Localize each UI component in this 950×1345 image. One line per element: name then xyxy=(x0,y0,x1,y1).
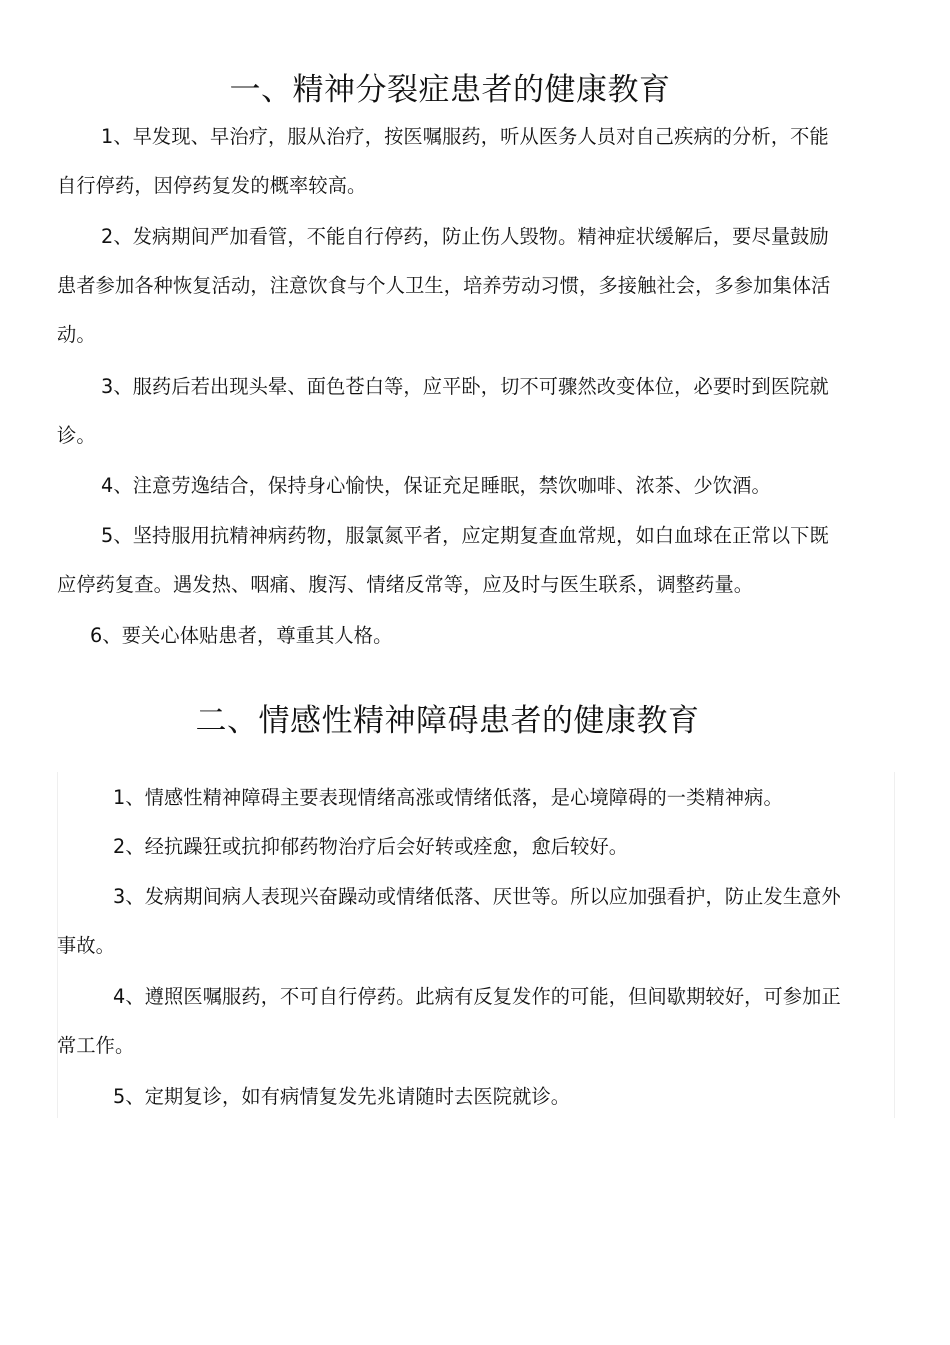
section1-item-6: 6、要关心体贴患者，尊重其人格。 xyxy=(90,624,393,647)
section1-title: 一、精神分裂症患者的健康教育 xyxy=(229,72,671,108)
section2-title: 二、情感性精神障碍患者的健康教育 xyxy=(195,703,700,739)
section2-item-3: 3、发病期间病人表现兴奋躁动或情绪低落、厌世等。所以应加强看护，防止发生意外事故。 xyxy=(57,885,841,957)
section1-item-4: 4、注意劳逸结合，保持身心愉快，保证充足睡眠，禁饮咖啡、浓茶、少饮酒。 xyxy=(101,474,771,497)
section1-item-5: 5、坚持服用抗精神病药物，服氯氮平者，应定期复查血常规，如白血球在正常以下既应停药复查。遇发热、咽痛、腹泻、情绪反常等，应及时与医生联系，调整药量。 xyxy=(57,524,829,596)
section1-item-3: 3、服药后若出现头晕、面色苍白等，应平卧，切不可骤然改变体位，必要时到医院就诊。 xyxy=(57,375,829,447)
section2-item-4: 4、遵照医嘱服药，不可自行停药。此病有反复发作的可能，但间歇期较好，可参加正常工作。 xyxy=(57,985,841,1057)
section2-item-2: 2、经抗躁狂或抗抑郁药物治疗后会好转或痊愈，愈后较好。 xyxy=(113,835,629,858)
section1-item-2: 2、发病期间严加看管，不能自行停药，防止伤人毁物。精神症状缓解后，要尽量鼓励患者参加各种恢复活动，注意饮食与个人卫生，培养劳动习惯，多接触社会，多参加集体活动。 xyxy=(57,225,831,346)
section1-item-1: 1、早发现、早治疗，服从治疗，按医嘱服药，听从医务人员对自己疾病的分析，不能自行停药，因停药复发的概率较高。 xyxy=(57,125,829,197)
section2-item-1: 1、情感性精神障碍主要表现情绪高涨或情绪低落，是心境障碍的一类精神病。 xyxy=(113,786,783,809)
section2-item-5: 5、定期复诊，如有病情复发先兆请随时去医院就诊。 xyxy=(113,1085,571,1108)
